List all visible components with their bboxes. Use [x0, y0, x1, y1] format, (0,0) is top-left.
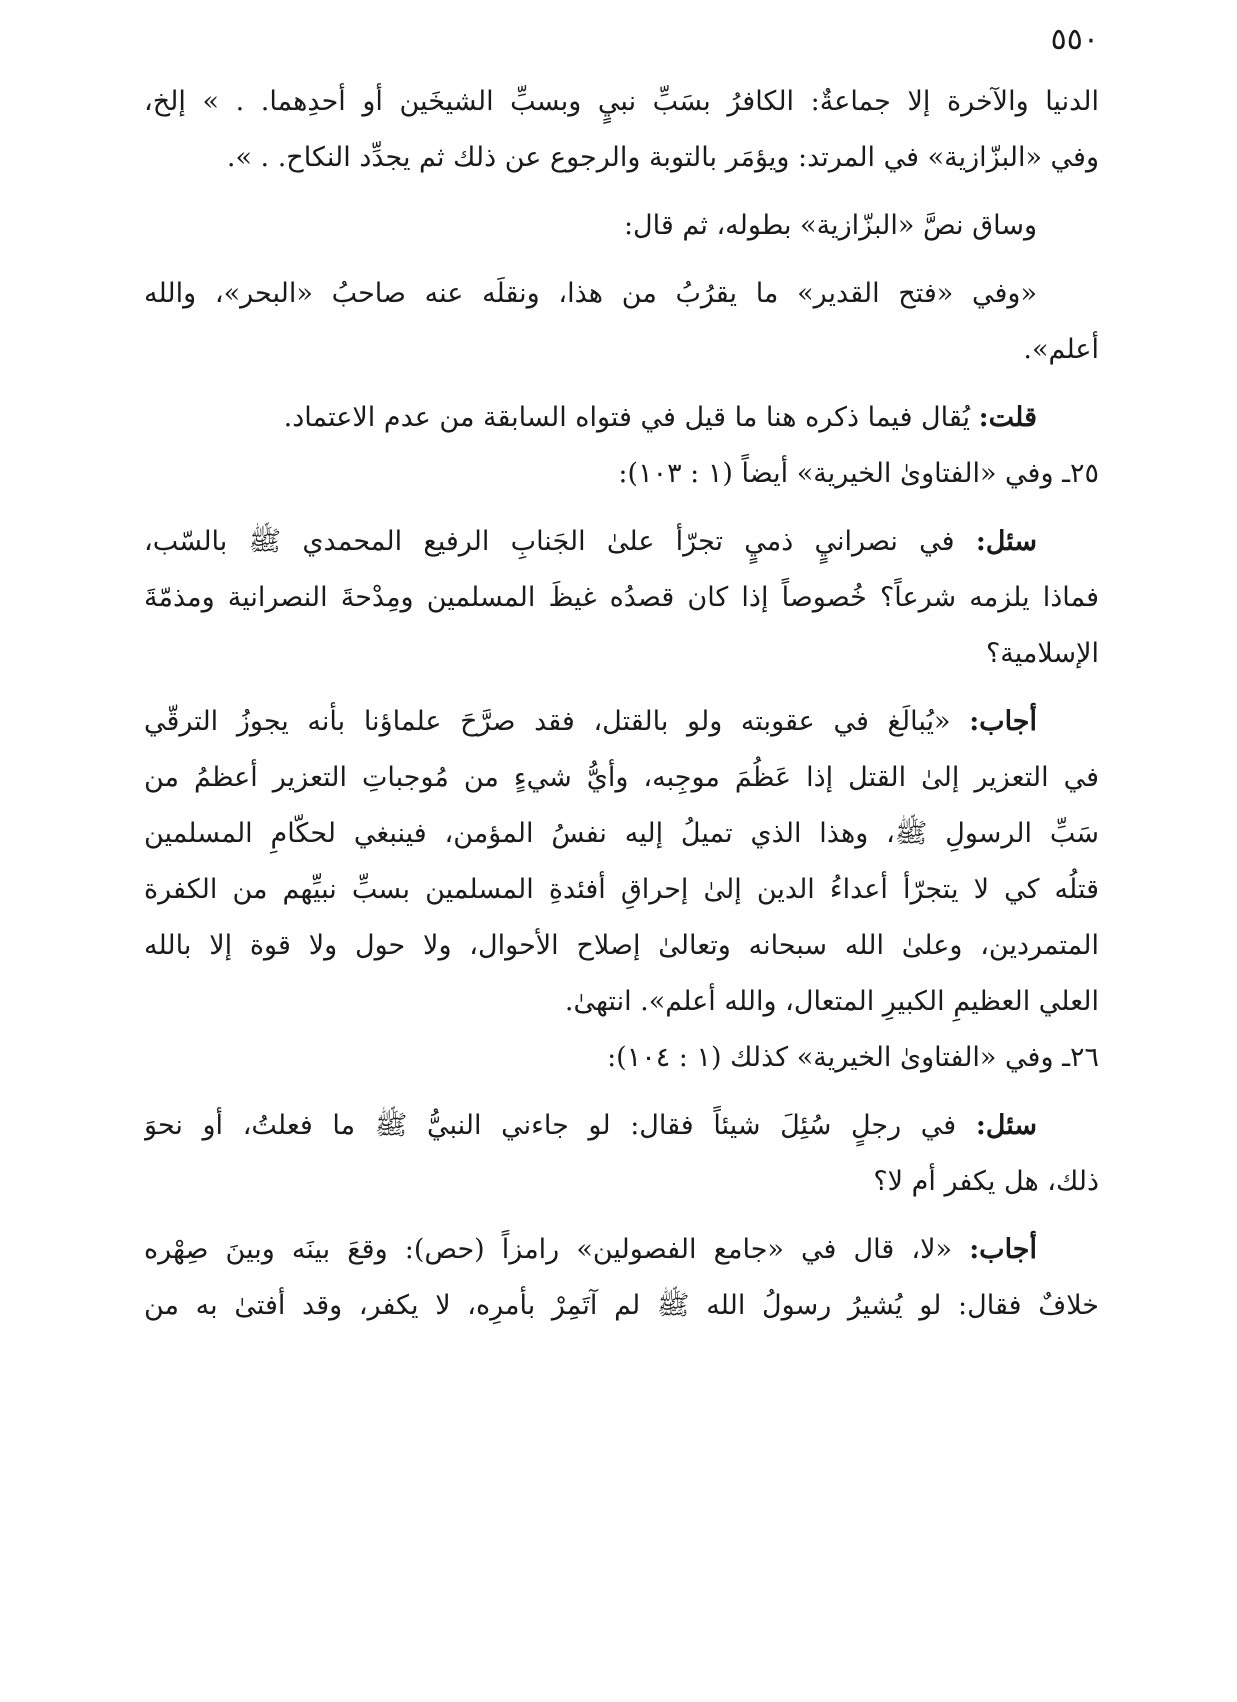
text-line	[144, 390, 1099, 446]
text-line	[144, 1098, 1099, 1154]
text-line: وفي «البزّازية» في المرتد: ويؤمَر بالتوبة والرجوع عن ذلك ثم يجدِّد النكاح. . ».	[226, 142, 1099, 173]
question-label: سئل:	[975, 1110, 1037, 1141]
text-line: «وفي «فتح القدير» ما يقرُبُ من هذا، ونقلَه عنه صاحبُ «البحر»، والله	[144, 278, 1037, 309]
text-line: الإسلامية؟	[985, 638, 1099, 669]
text-line: وساق نصَّ «البزّازية» بطوله، ثم قال:	[623, 210, 1037, 241]
text-line: في التعزير إلىٰ القتل إذا عَظُمَ موجِبه، وأيُّ شيءٍ من مُوجباتِ التعزير أعظمُ من	[144, 762, 1099, 793]
text-line: الدنيا والآخرة إلا جماعةٌ: الكافرُ بسَبِّ نبيٍ وبسبِّ الشيخَين أو أحدِهما. . » إلخ،	[144, 86, 1099, 117]
text-line: فماذا يلزمه شرعاً؟ خُصوصاً إذا كان قصدُه غيظَ المسلمين ومِدْحةَ النصرانية ومذمّةَ	[144, 582, 1099, 613]
answer-text: «لا، قال في «جامع الفصولين» رامزاً (حص): وقعَ بينَه وبينَ صِهْره	[144, 1234, 970, 1265]
text-line: خلافٌ فقال: لو يُشيرُ رسولُ الله ﷺ لم آتَمِرْ بأمرِه، لا يكفر، وقد أفتىٰ به من	[144, 1290, 1099, 1321]
text-line: أعلم».	[1023, 334, 1099, 365]
question-text: في نصرانيٍ ذميٍ تجرّأ علىٰ الجَنابِ الرفيع المحمدي ﷺ بالسّب،	[144, 526, 976, 557]
question-label: سئل:	[975, 526, 1037, 557]
text-line	[144, 1222, 1099, 1278]
page-number: ٥٥٠	[1050, 22, 1099, 57]
text-line	[144, 514, 1099, 570]
answer-text: «يُبالَغ في عقوبته ولو بالقتل، فقد صرَّحَ علماؤنا بأنه يجوزُ الترقّي	[144, 706, 970, 737]
page-body	[144, 74, 1099, 1334]
text-line: قتلُه كي لا يتجرّأ أعداءُ الدين إلىٰ إحراقِ أفئدةِ المسلمين بسبِّ نبيِّهم من الكفرة	[144, 874, 1099, 905]
answer-label: أجاب:	[969, 706, 1037, 737]
remark-label: قلت:	[978, 402, 1037, 433]
answer-label: أجاب:	[969, 1234, 1037, 1265]
text-line: ذلك، هل يكفر أم لا؟	[873, 1166, 1099, 1197]
text-line: المتمردين، وعلىٰ الله سبحانه وتعالىٰ إصلاح الأحوال، ولا حول ولا قوة إلا بالله	[144, 930, 1099, 961]
text-line	[144, 694, 1099, 750]
section-heading: ٢٦ـ وفي «الفتاوىٰ الخيرية» كذلك (١ : ١٠٤):	[607, 1042, 1099, 1073]
section-heading: ٢٥ـ وفي «الفتاوىٰ الخيرية» أيضاً (١ : ١٠٣):	[618, 458, 1099, 489]
remark-text: يُقال فيما ذكره هنا ما قيل في فتواه السابقة من عدم الاعتماد.	[283, 402, 979, 433]
text-line: سَبِّ الرسولِ ﷺ، وهذا الذي تميلُ إليه نفسُ المؤمن، فينبغي لحكّامِ المسلمين	[144, 818, 1099, 849]
question-text: في رجلٍ سُئِلَ شيئاً فقال: لو جاءني النبيُّ ﷺ ما فعلتُ، أو نحوَ	[144, 1110, 976, 1141]
text-line: العلي العظيمِ الكبيرِ المتعال، والله أعلم». انتهىٰ.	[564, 986, 1099, 1017]
